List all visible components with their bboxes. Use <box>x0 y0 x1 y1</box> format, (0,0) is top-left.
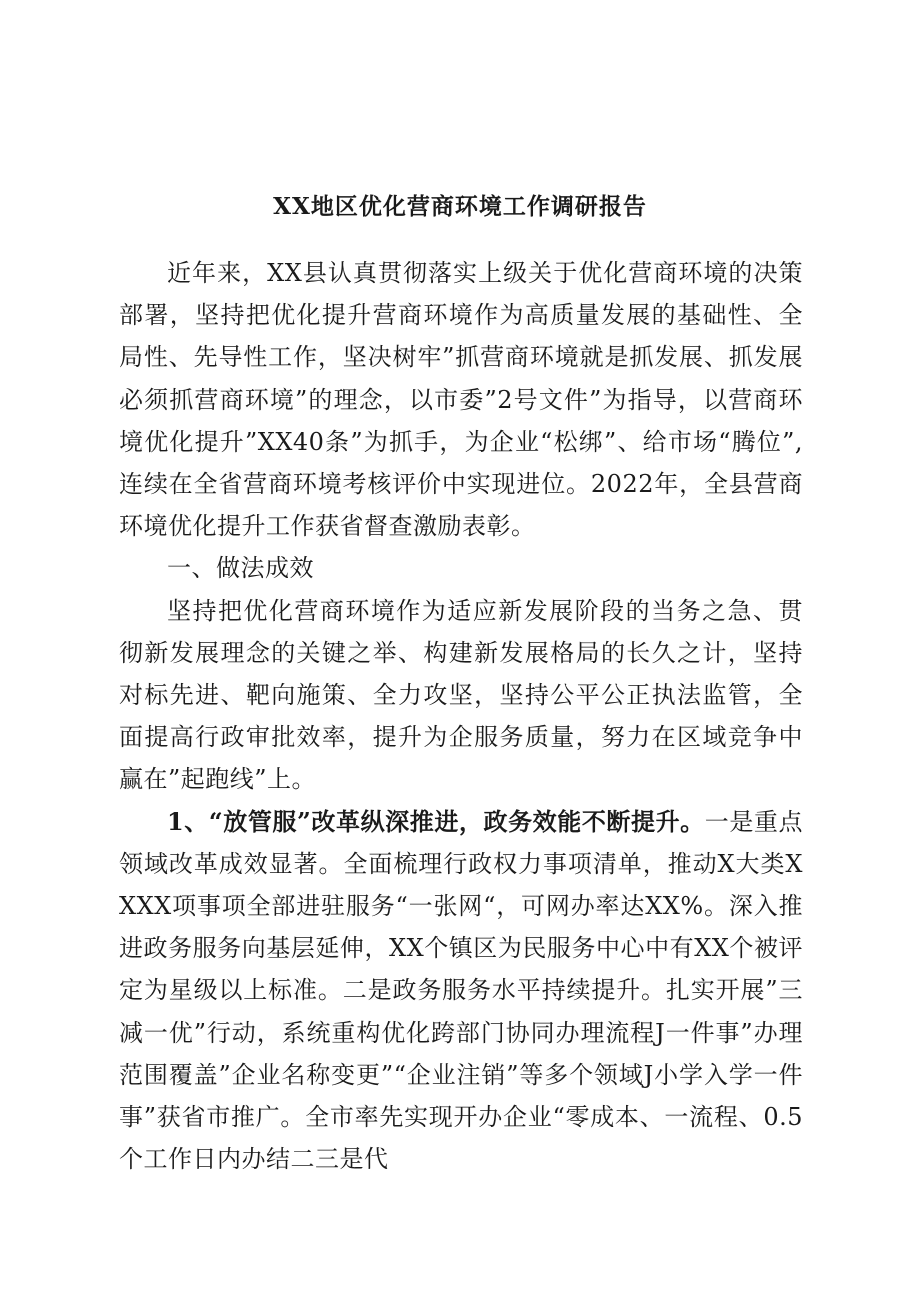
document-title: XX地区优化营商环境工作调研报告 <box>273 193 647 220</box>
item-body: 一是重点领域改革成效显著。全面梳理行政权力事项清单，推动X大类XXXX项事项全部进驻服务“一张网“，可网办率达XX%。深入推进政务服务向基层延伸，XX个镇区为民服务中心中有XX个被评定为星级以上标准。二是政务服务水平持续提升。扎实开展”三减一优”行动，系统重构优化跨部门协同办理流程J一件事”办理范围覆盖”企业名称变更”“企业注销”等多个领域J小学入学一件事”获省市推广。全市率先实现开办企业“零成本、一流程、0.5个工作日内办结二三是代 <box>119 807 804 1174</box>
item-paragraph <box>119 801 803 1181</box>
item-lead: 1、“放管服”改革纵深推进，政务效能不断提升。 <box>167 806 705 836</box>
section-heading: 一、做法成效 <box>167 554 314 583</box>
document-body <box>119 252 803 1180</box>
intro-paragraph: 近年来，XX县认真贯彻落实上级关于优化营商环境的决策部署，坚持把优化提升营商环境作为高质量发展的基础性、全局性、先导性工作，坚决树牢”抓营商环境就是抓发展、抓发展必须抓营商环境”的理念，以市委”2号文件”为指导，以营商环境优化提升”XX40条”为抓手，为企业“松绑”、给市场“腾位”,连续在全省营商环境考核评价中实现进位。2022年，全县营商环境优化提升工作获省督查激励表彰。 <box>119 259 803 541</box>
section-paragraph: 坚持把优化营商环境作为适应新发展阶段的当务之急、贯彻新发展理念的关键之举、构建新发展格局的长久之计，坚持对标先进、靶向施策、全力攻坚，坚持公平公正执法监管，全面提高行政审批效率，提升为企服务质量，努力在区域竞争中赢在”起跑线”上。 <box>119 596 803 794</box>
